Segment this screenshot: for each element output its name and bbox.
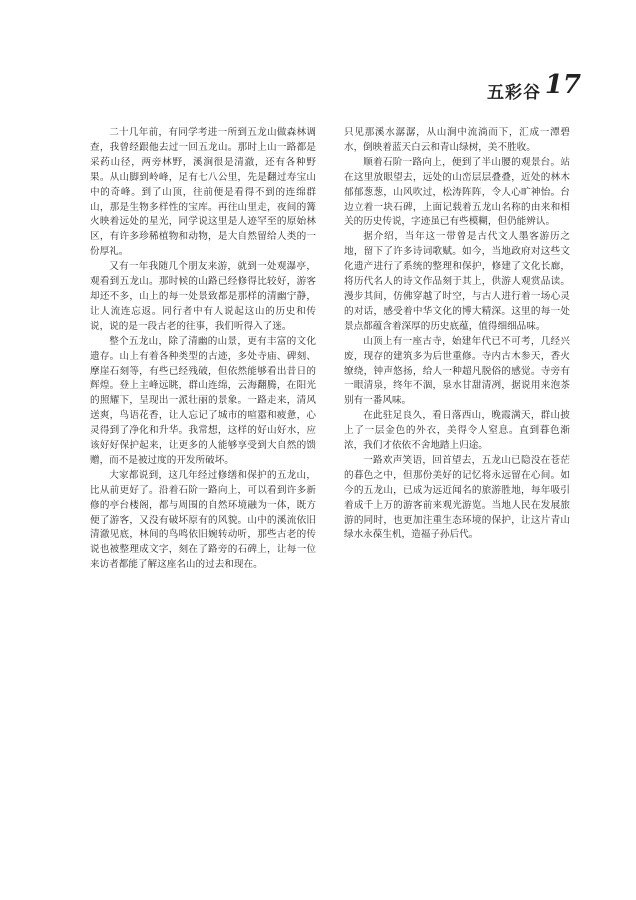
paragraph: 又有一年我随几个朋友来游，就到一处观瀑亭，观看到五龙山。那时候的山路已经修得比较好，游客却还不多，山上的每一处景致都是那样的清幽宁静，让人流连忘返。同行者中有人说起这山的历史和传说，说的是一段古老的往事，我们听得入了迷。 [90,261,316,332]
left-column [90,126,316,573]
section-title: 五彩谷 [487,83,541,103]
paragraph: 顺着石阶一路向上，便到了半山腰的观景台。站在这里放眼望去，远处的山峦层层叠叠，近处的林木郁郁葱葱，山风吹过，松涛阵阵，令人心旷神怡。台边立着一块石碑，上面记载着五龙山名称的由来和相关的历史传说，字迹虽已有些模糊，但仍能辨认。 [344,156,570,228]
paragraph: 据介绍，当年这一带曾是古代文人墨客游历之地，留下了许多诗词歌赋。如今，当地政府对这些文化遗产进行了系统的整理和保护，修建了文化长廊，将历代名人的诗文作品刻于其上，供游人观赏品读。漫步其间，仿佛穿越了时空，与古人进行着一场心灵的对话，感受着中华文化的博大精深。这里的每一处景点都蕴含着深厚的历史底蕴，值得细细品味。 [344,231,570,332]
paragraph: 只见那溪水潺潺，从山涧中流淌而下，汇成一潭碧水，倒映着蓝天白云和青山绿树，美不胜收。 [344,127,570,153]
page-header [0,70,636,110]
page-number: 17 [544,70,581,100]
paragraph: 大家都说到，这几年经过修缮和保护的五龙山，比从前更好了。沿着石阶一路向上，可以看到许多新修的亭台楼阁，都与周围的自然环境融为一体，既方便了游客，又没有破坏原有的风貌。山中的溪流依旧清澈见底，林间的鸟鸣依旧婉转动听，那些古老的传说也被整理成文字，刻在了路旁的石碑上，让每一位来访者都能了解这座名山的过去和现在。 [90,469,316,571]
paragraph: 整个五龙山，除了清幽的山景，更有丰富的文化遗存。山上有着各种类型的古迹，多处寺庙、碑刻、摩崖石刻等，有些已经残破，但依然能够看出昔日的辉煌。登上主峰远眺，群山连绵，云海翻腾，在阳光的照耀下，呈现出一派壮丽的景象。一路走来，清风送爽，鸟语花香，让人忘记了城市的喧嚣和疲惫，心灵得到了净化和升华。我常想，这样的好山好水，应该好好保护起来，让更多的人能够享受到大自然的馈赠，而不是被过度的开发所破坏。 [90,335,316,466]
paragraph: 在此驻足良久，看日落西山，晚霞满天，群山披上了一层金色的外衣，美得令人窒息。直到暮色渐浓，我们才依依不舍地踏上归途。 [344,410,570,452]
paragraph: 二十几年前，有同学考进一所到五龙山做森林调查，我曾经跟他去过一回五龙山。那时上山一路都是采药山径，两旁林野，溪涧很是清澈，还有各种野果。从山脚到岭峰，足有七八公里，先是翻过寿宝山中的奇峰。到了山顶，往前便是看得不到的连绵群山，那是生物多样性的宝库。再往山里走，夜间的篝火映着远处的星光，同学说这里是人迹罕至的原始林区，有许多珍稀植物和动物，是大自然留给人类的一份厚礼。 [90,127,316,258]
paragraph: 一路欢声笑语，回首望去，五龙山已隐没在苍茫的暮色之中，但那份美好的记忆将永远留在心间。如今的五龙山，已成为远近闻名的旅游胜地，每年吸引着成千上万的游客前来观光游览。当地人民在发展旅游的同时，也更加注重生态环境的保护，让这片青山绿水永葆生机，造福子孙后代。 [344,454,570,541]
paragraph: 山顶上有一座古寺，始建年代已不可考，几经兴废，现存的建筑多为后世重修。寺内古木参天，香火缭绕，钟声悠扬，给人一种超凡脱俗的感觉。寺旁有一眼清泉，终年不涸，泉水甘甜清冽，据说用来泡茶别有一番风味。 [344,335,570,407]
right-column [344,126,570,543]
